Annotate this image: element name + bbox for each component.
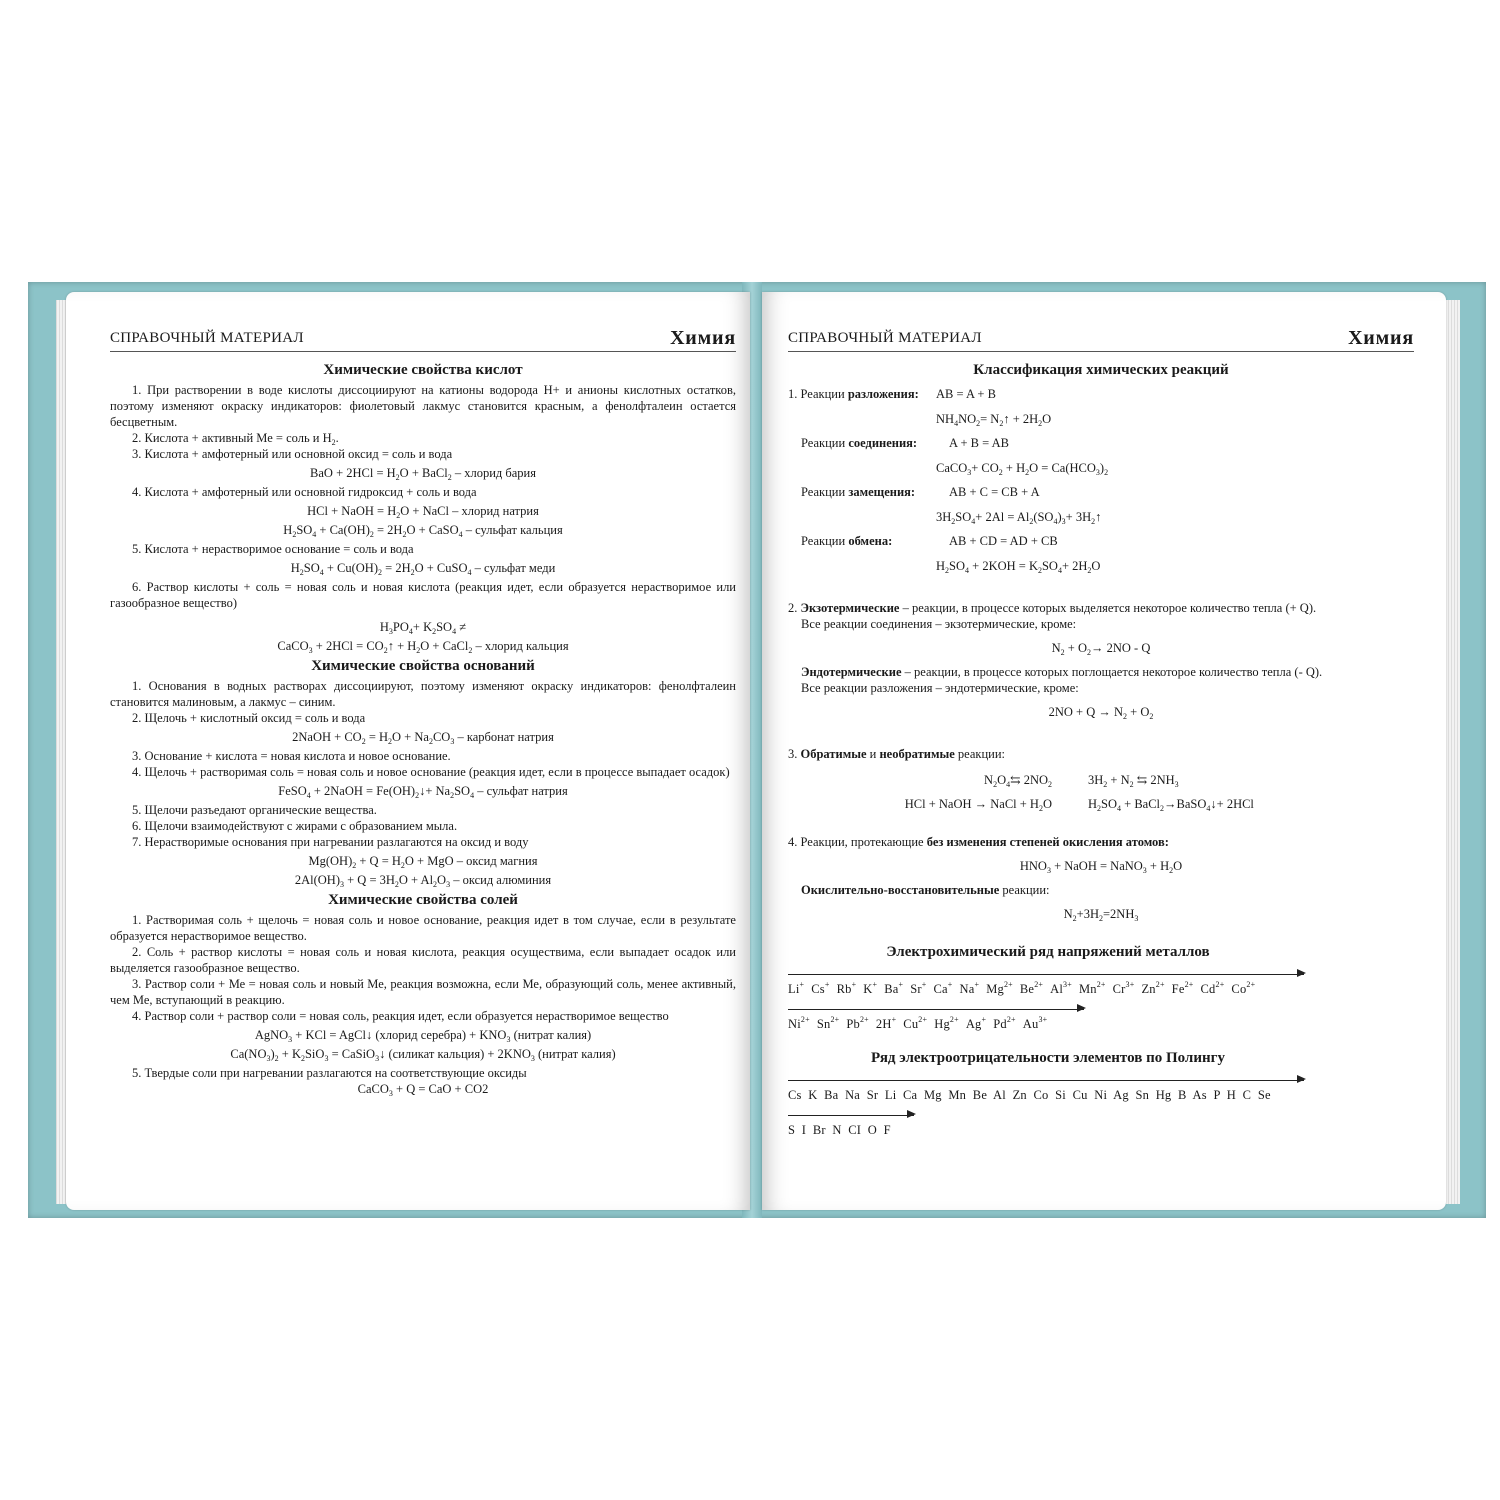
equation-row: $NH_4NO_2=$ $N_2↑ + 2H_2O$ bbox=[936, 411, 1052, 428]
equation: $H_2SO_4 + Ca(OH)_2 = 2H_2O$ + CaSO$_4$ – сульфат кальция bbox=[283, 523, 563, 539]
pauling-series-heading: Ряд электроотрицательности элементов по Полингу bbox=[871, 1050, 1225, 1066]
combination-row: Реакции соединения: A + B = AB bbox=[801, 436, 1009, 451]
bases-item-2: 2. Щелочь + кислотный оксид = соль и вода bbox=[132, 711, 366, 725]
equation-row: CaCO$_3$+ $CO_2 + H_2O = Ca(HCO_3)_2$ bbox=[936, 460, 1109, 477]
metals-series-row-2: $Ni^{2+}$ $Sn^{2+}$ $Pb^{2+}$ 2H+ $Cu^{2+}$ $Hg^{2+}$ Ag+ $Pd^{2+}$ $Au^{3+}$ bbox=[788, 1015, 1048, 1031]
left-page bbox=[66, 292, 750, 1210]
subject-title: Химия bbox=[1348, 327, 1414, 349]
equation: AgNO$_3$ + KCl = AgCl↓ (хлорид серебра) + $KNO_3$ (нитрат калия) bbox=[254, 1028, 592, 1044]
pauling-series-row-1: Cs K Ba Na Sr Li Ca Mg Mn Be Al Zn Co Si Cu Ni Ag Sn Hg B As P H C Se bbox=[788, 1088, 1271, 1102]
page-edges-right bbox=[1446, 300, 1460, 1204]
salts-item-4: 4. Раствор соли + раствор соли = новая соль, реакция идет, если образуется нерастворимое вещество bbox=[132, 1009, 669, 1023]
subject-title: Химия bbox=[670, 327, 736, 349]
equation: 2NaOH + $CO_2 = H_2O + Na_2CO_3$ – карбонат натрия bbox=[292, 730, 554, 746]
series-arrow bbox=[788, 1105, 914, 1116]
exothermic-note: Все реакции соединения – экзотермические, кроме: bbox=[801, 617, 1077, 631]
acids-item-6: 6. Раствор кислоты + соль = новая соль и новая кислота (реакция идет, если образуется нерастворимое или газообразное вещество) bbox=[110, 580, 736, 610]
decomposition-row: 1. Реакции разложения: AB = A + B bbox=[788, 387, 996, 402]
equation: $N_2 + O_2\to 2NO - Q$ bbox=[1051, 641, 1151, 657]
equation: CaCO$_3$ + Q = CaO + CO2 bbox=[357, 1082, 489, 1098]
salts-item-2: 2. Соль + раствор кислоты = новая соль и новая кислота, реакция осуществима, если выпадает осадок или выделяется газообразное вещество. bbox=[110, 945, 736, 975]
acids-heading: Химические свойства кислот bbox=[323, 362, 523, 378]
metals-series-row-1: Li+ Cs+ Rb+ K+ Ba+ Sr+ Ca+ Na+ $Mg^{2+}$ $Be^{2+}$ $Al^{3+}$ $Mn^{2+}$ $Cr^{3+}$ $Zn^{2+}$ $Fe^{2+}$ $Cd^{2+}$ $Co^{2+}$ bbox=[788, 980, 1256, 996]
salts-item-3: 3. Раствор соли + Ме = новая соль и новый Ме, реакция возможна, если Ме, образующий соль, менее активный, чем Ме, вступающий в реакцию. bbox=[110, 977, 736, 1007]
page-header bbox=[110, 327, 736, 352]
equation-row: $3H_2SO_4+ 2Al = Al_2(SO_4)_3+$ $3H_2↑$ bbox=[936, 509, 1102, 526]
section-label: СПРАВОЧНЫЙ МАТЕРИАЛ bbox=[788, 330, 982, 346]
endothermic-definition: Эндотермические – реакции, в процессе которых поглощается некоторое количество тепла (- Q). bbox=[801, 665, 1323, 679]
equation: $2NO + Q \to N_2 + O_2$ bbox=[1048, 705, 1154, 721]
classification-heading: Классификация химических реакций bbox=[973, 362, 1229, 378]
salts-item-1: 1. Растворимая соль + щелочь = новая соль и новое основание, реакция идет в том случае, если в результате образуется нерастворимое вещество. bbox=[110, 913, 736, 943]
equation: $H_3PO_4+ K_2SO_4$ ≠ bbox=[379, 620, 467, 636]
equation: $Mg(OH)_2 + Q = H_2O$ + MgO – оксид магния bbox=[308, 854, 538, 870]
exothermic-definition: 2. Экзотермические – реакции, в процессе которых выделяется некоторое количество тепла (+ Q). bbox=[788, 601, 1317, 615]
acids-item-5: 5. Кислота + нерастворимое основание = соль и вода bbox=[132, 542, 414, 556]
series-arrow bbox=[788, 964, 1304, 975]
bases-item-3: 3. Основание + кислота = новая кислота и новое основание. bbox=[132, 749, 451, 763]
oxidation-heading: 4. Реакции, протекающие без изменения степеней окисления атомов: bbox=[788, 835, 1169, 849]
equation: HCl + NaOH = $H_2O$ + NaCl – хлорид натрия bbox=[307, 504, 539, 520]
exchange-row: Реакции обмена: AB + CD = AD + CB bbox=[801, 534, 1058, 549]
equation: $H_2SO_4 + Cu(OH)_2 = 2H_2O$ + CuSO$_4$ – сульфат меди bbox=[290, 561, 556, 577]
equation-row: $H_2SO_4 + 2KOH = K_2SO_4+ 2H_2O$ bbox=[936, 558, 1101, 575]
redox-heading: Окислительно-восстановительные реакции: bbox=[801, 883, 1050, 897]
right-page bbox=[762, 292, 1446, 1210]
pauling-series-row-2: S I Br N CI O F bbox=[788, 1123, 891, 1137]
equation: CaCO$_3$ + $2HCl = CO_2↑ + H_2O$ + CaCl$_2$ – хлорид кальция bbox=[277, 639, 569, 655]
page-header bbox=[788, 327, 1414, 352]
substitution-row: Реакции замещения: AB + C = CB + A bbox=[801, 485, 1040, 500]
bases-item-5: 5. Щелочи разъедают органические вещества. bbox=[132, 803, 377, 817]
acids-item-4: 4. Кислота + амфотерный или основной гидроксид + соль и вода bbox=[132, 485, 477, 499]
metals-series-heading: Электрохимический ряд напряжений металлов bbox=[886, 944, 1210, 960]
acids-item-2: 2. Кислота + активный Ме = соль и $H_2$. bbox=[132, 431, 339, 447]
bases-heading: Химические свойства оснований bbox=[311, 658, 535, 674]
bases-item-4: 4. Щелочь + растворимая соль = новая соль и новое основание (реакция идет, если в процессе выпадает осадок) bbox=[132, 765, 730, 779]
equation: FeSO$_4$ + 2NaOH = $Fe(OH)_2↓+ Na_2SO_4$ – сульфат натрия bbox=[278, 784, 568, 800]
acids-item-3: 3. Кислота + амфотерный или основной оксид = соль и вода bbox=[132, 447, 453, 461]
reversible-equations: $N_2O_4⇆$ $2NO_2$ $3H_2 + N_2$ ⇆ $2NH_3$ HCl + NaOH → NaCl + $H_2O$ $H_2SO_4$ + BaCl$_2$→BaSO$_4$↓+ 2HCl bbox=[904, 773, 1254, 813]
series-arrow bbox=[788, 999, 1084, 1010]
acids-item-1: 1. При растворении в воде кислоты диссоциируют на катионы водорода H+ и анионы кислотных остатков, поэтому изменяют окраску индикаторов: фиолетовый лакмус становится красным, а фенолфталеин остается бесцветным. bbox=[110, 383, 736, 429]
endothermic-note: Все реакции разложения – эндотермические, кроме: bbox=[801, 681, 1079, 695]
equation: $N_2+3H_2=2NH_3$ bbox=[1063, 907, 1139, 923]
equation: BaO + $2HCl = H_2O$ + BaCl$_2$ – хлорид бария bbox=[310, 466, 536, 482]
equation: $2Al(OH)_3 + Q = 3H_2O + Al_2O_3$ – оксид алюминия bbox=[294, 873, 552, 889]
bases-item-1: 1. Основания в водных растворах диссоциируют, поэтому изменяют окраску индикаторов: фенолфталеин становится малиновым, а лакмус – синим. bbox=[110, 679, 736, 709]
bases-item-6: 6. Щелочи взаимодействуют с жирами с образованием мыла. bbox=[132, 819, 458, 833]
salts-heading: Химические свойства солей bbox=[328, 892, 518, 908]
series-arrow bbox=[788, 1070, 1304, 1081]
bases-item-7: 7. Нерастворимые основания при нагревании разлагаются на оксид и воду bbox=[132, 835, 529, 849]
section-label: СПРАВОЧНЫЙ МАТЕРИАЛ bbox=[110, 330, 304, 346]
salts-item-5: 5. Твердые соли при нагревании разлагаются на соответствующие оксиды bbox=[132, 1066, 527, 1080]
equation: $HNO_3$ + NaOH = NaNO$_3$ + $H_2O$ bbox=[1019, 859, 1183, 875]
reversible-heading: 3. Обратимые и необратимые реакции: bbox=[788, 747, 1006, 761]
page-edges-left bbox=[56, 300, 66, 1204]
equation: $Ca(NO_3)_2 + K_2SiO_3$ = CaSiO$_3$↓ (силикат кальция) + $2KNO_3$ (нитрат калия) bbox=[230, 1047, 616, 1063]
